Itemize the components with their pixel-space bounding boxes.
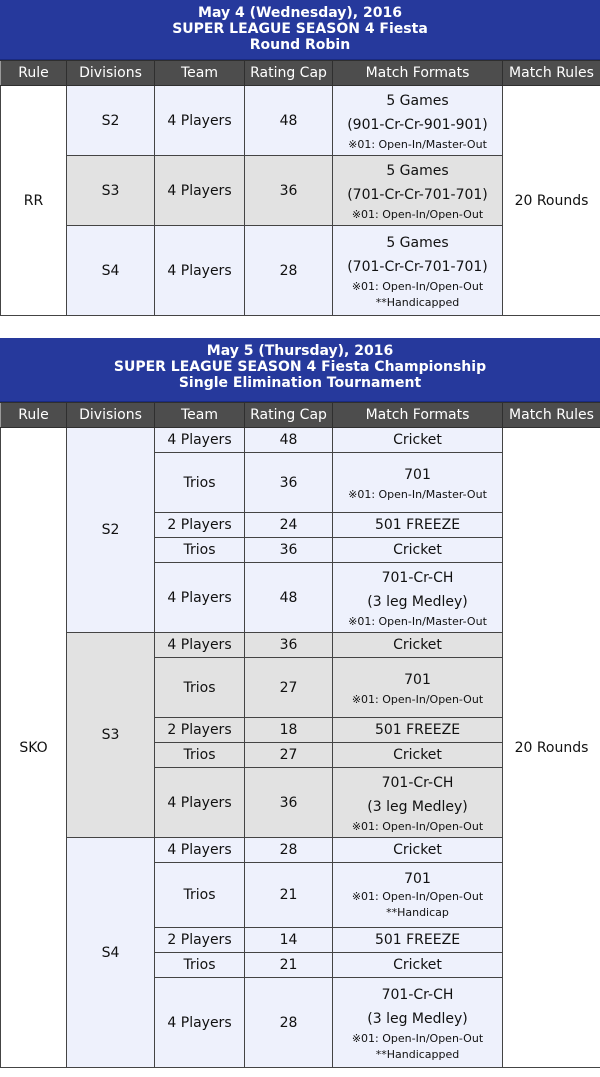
match-format-cell	[333, 768, 503, 838]
rating-cap-cell: 36	[245, 453, 333, 513]
format-line: 5 Games	[386, 162, 449, 179]
team-cell: 4 Players	[155, 156, 245, 226]
division-cell: S3	[67, 156, 155, 226]
rating-cap-cell: 21	[245, 953, 333, 978]
team-cell: Trios	[155, 538, 245, 563]
match-format-cell	[333, 156, 503, 226]
col-header-match-formats: Match Formats	[333, 403, 503, 428]
format-line: (701-Cr-Cr-701-701)	[347, 258, 488, 275]
format-note: **Handicap	[386, 906, 449, 919]
format-note: ※01: Open-In/Master-Out	[348, 487, 487, 501]
match-format-cell	[333, 658, 503, 718]
format-line: 5 Games	[386, 234, 449, 251]
format-line: 701	[404, 671, 431, 688]
round-robin-title: SUPER LEAGUE SEASON 4 Fiesta	[172, 21, 428, 37]
format-note: ※01: Open-In/Open-Out	[351, 890, 484, 903]
rating-cap-cell: 36	[245, 156, 333, 226]
rating-cap-cell: 28	[245, 226, 333, 316]
team-cell: 4 Players	[155, 226, 245, 316]
division-cell: S4	[67, 226, 155, 316]
section-gap	[0, 316, 600, 338]
match-format-cell	[333, 563, 503, 633]
match-format-cell: Cricket	[333, 743, 503, 768]
match-format-cell	[333, 86, 503, 156]
match-format-cell: 501 FREEZE	[333, 513, 503, 538]
col-header-team: Team	[155, 61, 245, 86]
format-line: 701-Cr-CH	[381, 569, 454, 586]
team-cell: Trios	[155, 453, 245, 513]
rating-cap-cell: 21	[245, 863, 333, 928]
format-line: 5 Games	[386, 92, 449, 109]
rating-cap-cell: 14	[245, 928, 333, 953]
format-note: ※01: Open-In/Open-Out	[351, 692, 484, 706]
header-row	[1, 403, 600, 428]
col-header-rating-cap: Rating Cap	[245, 403, 333, 428]
col-header-rule: Rule	[1, 61, 67, 86]
round-robin-banner	[0, 0, 600, 60]
rating-cap-cell: 48	[245, 428, 333, 453]
match-format-cell	[333, 226, 503, 316]
format-note: ※01: Open-In/Open-Out	[351, 279, 484, 293]
rating-cap-cell: 36	[245, 538, 333, 563]
format-note: **Handicapped	[375, 295, 460, 309]
col-header-team: Team	[155, 403, 245, 428]
match-format-cell: Cricket	[333, 428, 503, 453]
col-header-match-rules: Match Rules	[503, 61, 600, 86]
header-row	[1, 61, 600, 86]
match-rules-cell: 20 Rounds	[503, 86, 600, 316]
team-cell: 4 Players	[155, 633, 245, 658]
championship-table	[0, 402, 600, 1068]
col-header-rule: Rule	[1, 403, 67, 428]
division-cell: S2	[67, 428, 155, 633]
round-robin-date: May 4 (Wednesday), 2016	[198, 5, 402, 21]
championship-date: May 5 (Thursday), 2016	[206, 343, 394, 359]
rating-cap-cell: 36	[245, 633, 333, 658]
team-cell: 4 Players	[155, 86, 245, 156]
team-cell: 2 Players	[155, 928, 245, 953]
format-line: (3 leg Medley)	[367, 593, 468, 610]
format-note: ※01: Open-In/Open-Out	[351, 819, 484, 833]
format-line: 701-Cr-CH	[381, 986, 454, 1003]
match-format-cell: 501 FREEZE	[333, 718, 503, 743]
championship-banner	[0, 338, 600, 402]
team-cell: 2 Players	[155, 718, 245, 743]
col-header-match-formats: Match Formats	[333, 61, 503, 86]
round-robin-section	[0, 0, 600, 316]
rating-cap-cell: 28	[245, 978, 333, 1068]
format-line: (701-Cr-Cr-701-701)	[347, 186, 488, 203]
team-cell: 4 Players	[155, 563, 245, 633]
rating-cap-cell: 48	[245, 563, 333, 633]
format-note: ※01: Open-In/Master-Out	[348, 614, 487, 628]
match-format-cell: Cricket	[333, 953, 503, 978]
championship-subtitle: Single Elimination Tournament	[178, 375, 422, 391]
rating-cap-cell: 27	[245, 743, 333, 768]
team-cell: 4 Players	[155, 768, 245, 838]
rating-cap-cell: 24	[245, 513, 333, 538]
rating-cap-cell: 18	[245, 718, 333, 743]
format-note: ※01: Open-In/Open-Out	[351, 207, 484, 221]
division-cell: S2	[67, 86, 155, 156]
rating-cap-cell: 36	[245, 768, 333, 838]
championship-section	[0, 338, 600, 1068]
round-robin-table	[0, 60, 600, 316]
division-cell: S4	[67, 838, 155, 1068]
format-line: (3 leg Medley)	[367, 798, 468, 815]
championship-title: SUPER LEAGUE SEASON 4 Fiesta Championship	[113, 359, 487, 375]
col-header-rating-cap: Rating Cap	[245, 61, 333, 86]
match-format-cell: Cricket	[333, 633, 503, 658]
format-note: ※01: Open-In/Open-Out	[351, 1031, 484, 1045]
col-header-match-rules: Match Rules	[503, 403, 600, 428]
format-line: (901-Cr-Cr-901-901)	[347, 116, 488, 133]
format-note: **Handicapped	[375, 1047, 460, 1061]
match-format-cell	[333, 978, 503, 1068]
round-robin-subtitle: Round Robin	[249, 37, 351, 53]
match-format-cell	[333, 453, 503, 513]
col-header-divisions: Divisions	[67, 403, 155, 428]
team-cell: 4 Players	[155, 838, 245, 863]
col-header-divisions: Divisions	[67, 61, 155, 86]
team-cell: Trios	[155, 743, 245, 768]
team-cell: 2 Players	[155, 513, 245, 538]
table-row	[1, 428, 600, 453]
format-line: 701-Cr-CH	[381, 774, 454, 791]
format-line: (3 leg Medley)	[367, 1010, 468, 1027]
rating-cap-cell: 28	[245, 838, 333, 863]
match-format-cell	[333, 863, 503, 928]
rating-cap-cell: 27	[245, 658, 333, 718]
team-cell: Trios	[155, 863, 245, 928]
rule-cell: SKO	[1, 428, 67, 1068]
format-line: 701	[404, 466, 431, 483]
team-cell: Trios	[155, 953, 245, 978]
team-cell: 4 Players	[155, 428, 245, 453]
rating-cap-cell: 48	[245, 86, 333, 156]
match-format-cell: Cricket	[333, 538, 503, 563]
format-line: 701	[404, 871, 431, 887]
division-cell: S3	[67, 633, 155, 838]
table-row	[1, 86, 600, 156]
match-format-cell: 501 FREEZE	[333, 928, 503, 953]
format-note: ※01: Open-In/Master-Out	[348, 137, 487, 151]
team-cell: Trios	[155, 658, 245, 718]
team-cell: 4 Players	[155, 978, 245, 1068]
match-rules-cell: 20 Rounds	[503, 428, 600, 1068]
rule-cell: RR	[1, 86, 67, 316]
match-format-cell: Cricket	[333, 838, 503, 863]
